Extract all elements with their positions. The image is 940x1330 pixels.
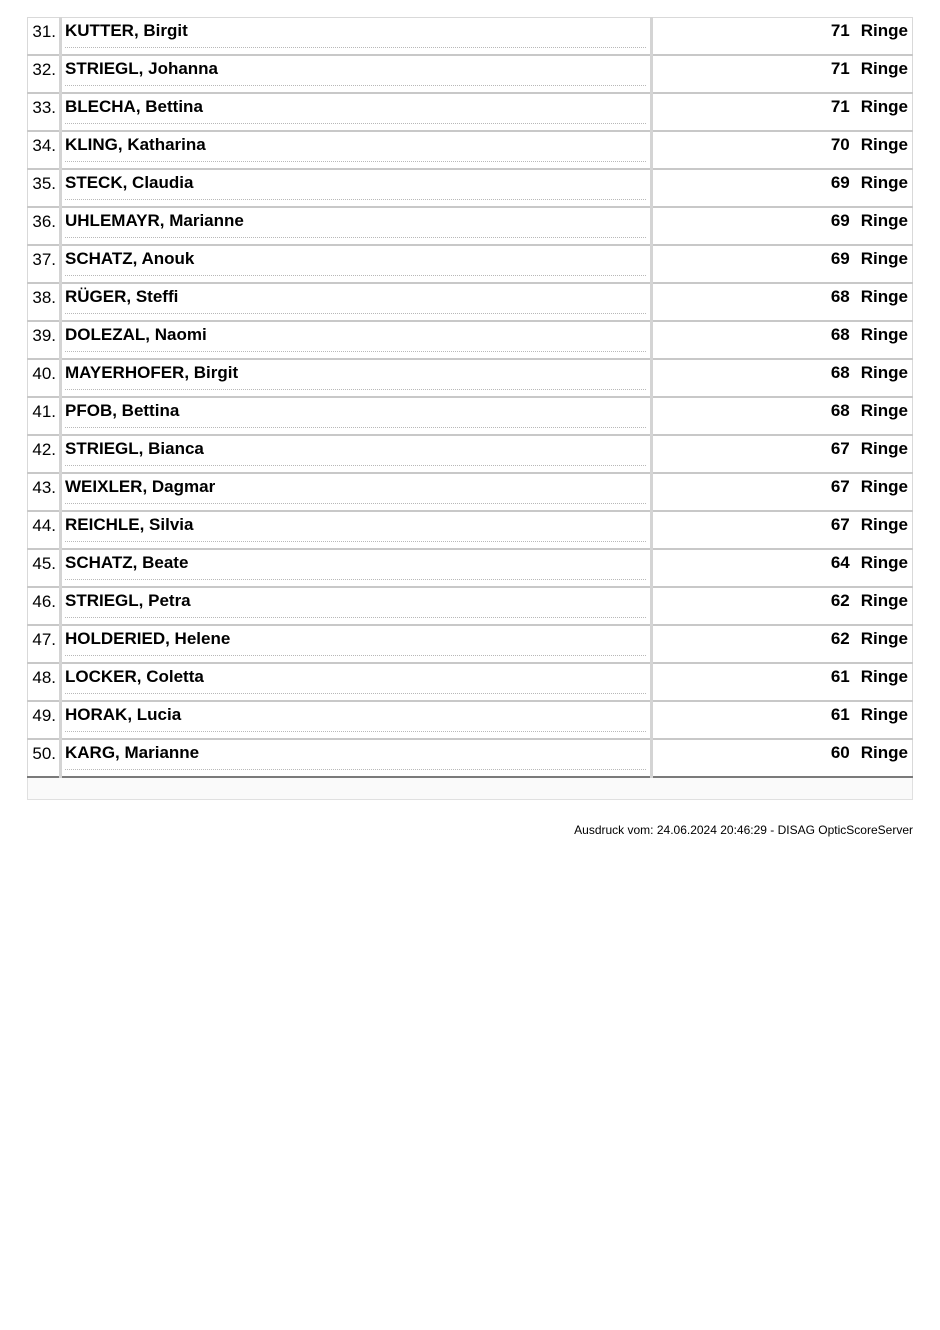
score-unit: Ringe (860, 363, 908, 382)
score-unit: Ringe (860, 21, 908, 40)
name-cell (61, 587, 652, 625)
rank-cell (28, 18, 61, 56)
result-row (28, 55, 913, 93)
result-row (28, 587, 913, 625)
dotted-separator (65, 117, 646, 124)
score-unit: Ringe (860, 553, 908, 572)
rank-cell (28, 245, 61, 283)
rank-cell (28, 739, 61, 777)
rank-cell (28, 283, 61, 321)
score-value: 69 (830, 211, 850, 230)
result-row (28, 169, 913, 207)
result-row (28, 701, 913, 739)
score-value: 64 (830, 553, 850, 572)
name-cell (61, 93, 652, 131)
name-cell (61, 663, 652, 701)
score-wrap (653, 18, 912, 41)
score-wrap (653, 170, 912, 193)
score-unit: Ringe (860, 401, 908, 420)
dotted-separator (65, 535, 646, 542)
score-cell (652, 93, 913, 131)
score-value: 62 (830, 629, 850, 648)
score-unit: Ringe (860, 211, 908, 230)
name-cell (61, 283, 652, 321)
shooter-name: STRIEGL, Bianca (65, 439, 204, 458)
dotted-separator (65, 573, 646, 580)
rank-number: 43. (32, 478, 56, 497)
shooter-name: HOLDERIED, Helene (65, 629, 231, 648)
score-cell (652, 739, 913, 777)
score-value: 69 (830, 173, 850, 192)
rank-number: 46. (32, 592, 56, 611)
result-row (28, 739, 913, 777)
rank-cell (28, 473, 61, 511)
rank-number: 34. (32, 136, 56, 155)
shooter-name: WEIXLER, Dagmar (65, 477, 216, 496)
score-unit: Ringe (860, 249, 908, 268)
score-unit: Ringe (860, 705, 908, 724)
name-cell (61, 131, 652, 169)
score-wrap (653, 626, 912, 649)
name-cell (61, 207, 652, 245)
rank-number: 32. (32, 60, 56, 79)
score-wrap (653, 740, 912, 763)
name-cell (61, 397, 652, 435)
dotted-separator (65, 725, 646, 732)
score-value: 68 (830, 363, 850, 382)
rank-number: 49. (32, 706, 56, 725)
rank-cell (28, 93, 61, 131)
rank-cell (28, 625, 61, 663)
result-row (28, 511, 913, 549)
name-cell (61, 321, 652, 359)
rank-number: 31. (32, 22, 56, 41)
dotted-separator (65, 269, 646, 276)
score-value: 67 (830, 477, 850, 496)
results-body (28, 18, 913, 778)
score-wrap (653, 56, 912, 79)
score-cell (652, 587, 913, 625)
name-cell (61, 55, 652, 93)
rank-cell (28, 321, 61, 359)
shooter-name: KUTTER, Birgit (65, 21, 188, 40)
result-row (28, 663, 913, 701)
score-value: 61 (830, 667, 850, 686)
result-row (28, 245, 913, 283)
rank-number: 42. (32, 440, 56, 459)
dotted-separator (65, 307, 646, 314)
score-value: 61 (830, 705, 850, 724)
score-value: 71 (830, 97, 850, 116)
result-row (28, 131, 913, 169)
score-wrap (653, 588, 912, 611)
shooter-name: REICHLE, Silvia (65, 515, 194, 534)
score-value: 67 (830, 515, 850, 534)
shooter-name: RÜGER, Steffi (65, 287, 179, 306)
dotted-separator (65, 421, 646, 428)
rank-cell (28, 169, 61, 207)
result-row (28, 18, 913, 56)
dotted-separator (65, 383, 646, 390)
score-value: 68 (830, 401, 850, 420)
name-cell (61, 359, 652, 397)
rank-cell (28, 131, 61, 169)
score-unit: Ringe (860, 59, 908, 78)
dotted-separator (65, 497, 646, 504)
score-unit: Ringe (860, 667, 908, 686)
score-cell (652, 169, 913, 207)
score-wrap (653, 664, 912, 687)
score-wrap (653, 398, 912, 421)
dotted-separator (65, 687, 646, 694)
dotted-separator (65, 649, 646, 656)
rank-cell (28, 435, 61, 473)
rank-number: 36. (32, 212, 56, 231)
score-cell (652, 625, 913, 663)
rank-cell (28, 587, 61, 625)
rank-number: 37. (32, 250, 56, 269)
name-cell (61, 169, 652, 207)
name-cell (61, 739, 652, 777)
result-row (28, 473, 913, 511)
dotted-separator (65, 345, 646, 352)
rank-number: 50. (32, 744, 56, 763)
score-value: 70 (830, 135, 850, 154)
rank-cell (28, 55, 61, 93)
score-unit: Ringe (860, 173, 908, 192)
shooter-name: KLING, Katharina (65, 135, 206, 154)
score-value: 60 (830, 743, 850, 762)
name-cell (61, 511, 652, 549)
score-wrap (653, 208, 912, 231)
score-wrap (653, 246, 912, 269)
dotted-separator (65, 611, 646, 618)
score-cell (652, 321, 913, 359)
name-cell (61, 245, 652, 283)
score-wrap (653, 702, 912, 725)
shooter-name: HORAK, Lucia (65, 705, 182, 724)
rank-cell (28, 701, 61, 739)
score-cell (652, 131, 913, 169)
rank-number: 41. (32, 402, 56, 421)
result-row (28, 397, 913, 435)
rank-number: 39. (32, 326, 56, 345)
score-unit: Ringe (860, 325, 908, 344)
rank-number: 47. (32, 630, 56, 649)
score-unit: Ringe (860, 477, 908, 496)
name-cell (61, 473, 652, 511)
rank-cell (28, 207, 61, 245)
shooter-name: LOCKER, Coletta (65, 667, 204, 686)
score-unit: Ringe (860, 439, 908, 458)
result-row (28, 549, 913, 587)
name-cell (61, 549, 652, 587)
score-cell (652, 55, 913, 93)
score-cell (652, 359, 913, 397)
result-row (28, 321, 913, 359)
score-cell (652, 283, 913, 321)
score-cell (652, 435, 913, 473)
score-wrap (653, 512, 912, 535)
dotted-separator (65, 79, 646, 86)
score-value: 71 (830, 21, 850, 40)
score-cell (652, 701, 913, 739)
rank-number: 40. (32, 364, 56, 383)
score-wrap (653, 436, 912, 459)
score-wrap (653, 94, 912, 117)
score-cell (652, 397, 913, 435)
score-cell (652, 663, 913, 701)
print-timestamp-note: Ausdruck vom: 24.06.2024 20:46:29 - DISAG OpticScoreServer (574, 823, 913, 837)
result-row (28, 283, 913, 321)
score-wrap (653, 550, 912, 573)
score-wrap (653, 474, 912, 497)
score-unit: Ringe (860, 515, 908, 534)
result-row (28, 93, 913, 131)
result-row (28, 435, 913, 473)
name-cell (61, 18, 652, 56)
result-row (28, 625, 913, 663)
score-value: 68 (830, 287, 850, 306)
dotted-separator (65, 193, 646, 200)
score-cell (652, 207, 913, 245)
shooter-name: BLECHA, Bettina (65, 97, 203, 116)
dotted-separator (65, 763, 646, 770)
name-cell (61, 435, 652, 473)
score-value: 62 (830, 591, 850, 610)
shooter-name: SCHATZ, Beate (65, 553, 189, 572)
score-cell (652, 473, 913, 511)
rank-cell (28, 549, 61, 587)
score-wrap (653, 132, 912, 155)
score-value: 67 (830, 439, 850, 458)
shooter-name: UHLEMAYR, Marianne (65, 211, 244, 230)
rank-number: 33. (32, 98, 56, 117)
score-cell (652, 511, 913, 549)
dotted-separator (65, 231, 646, 238)
score-value: 69 (830, 249, 850, 268)
rank-number: 45. (32, 554, 56, 573)
score-unit: Ringe (860, 97, 908, 116)
rank-cell (28, 511, 61, 549)
result-row (28, 207, 913, 245)
score-value: 71 (830, 59, 850, 78)
rank-number: 44. (32, 516, 56, 535)
results-table (27, 17, 913, 778)
dotted-separator (65, 155, 646, 162)
name-cell (61, 625, 652, 663)
score-unit: Ringe (860, 287, 908, 306)
rank-number: 38. (32, 288, 56, 307)
name-cell (61, 701, 652, 739)
score-cell (652, 18, 913, 56)
shooter-name: KARG, Marianne (65, 743, 200, 762)
shooter-name: STECK, Claudia (65, 173, 194, 192)
score-unit: Ringe (860, 629, 908, 648)
rank-cell (28, 397, 61, 435)
shooter-name: MAYERHOFER, Birgit (65, 363, 239, 382)
score-cell (652, 245, 913, 283)
score-unit: Ringe (860, 743, 908, 762)
shooter-name: PFOB, Bettina (65, 401, 180, 420)
result-row (28, 359, 913, 397)
rank-number: 35. (32, 174, 56, 193)
shooter-name: STRIEGL, Johanna (65, 59, 219, 78)
rank-cell (28, 663, 61, 701)
dotted-separator (65, 459, 646, 466)
rank-cell (28, 359, 61, 397)
shooter-name: DOLEZAL, Naomi (65, 325, 207, 344)
score-wrap (653, 322, 912, 345)
score-wrap (653, 284, 912, 307)
score-value: 68 (830, 325, 850, 344)
score-wrap (653, 360, 912, 383)
shooter-name: STRIEGL, Petra (65, 591, 191, 610)
shooter-name: SCHATZ, Anouk (65, 249, 195, 268)
score-unit: Ringe (860, 591, 908, 610)
score-cell (652, 549, 913, 587)
score-unit: Ringe (860, 135, 908, 154)
rank-number: 48. (32, 668, 56, 687)
table-footer-band (27, 778, 913, 800)
dotted-separator (65, 41, 646, 48)
